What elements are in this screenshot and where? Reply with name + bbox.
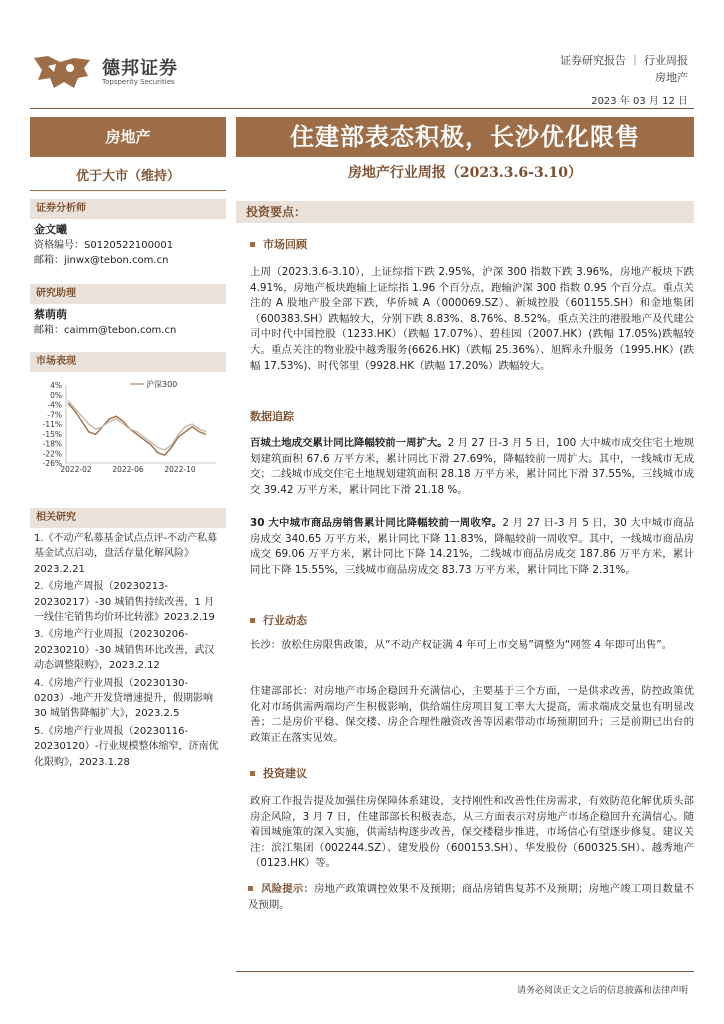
report-type: 证券研究报告 ｜ 行业周报 bbox=[560, 54, 688, 67]
legend-label-hs300: 沪深300 bbox=[146, 380, 178, 389]
data-tracking-p1 bbox=[250, 436, 694, 498]
y-tick-label: -22% bbox=[42, 449, 62, 459]
y-tick-label: -11% bbox=[42, 420, 62, 429]
series-line-hs300 bbox=[68, 401, 206, 450]
advice-text: 政府工作报告提及加强住房保障体系建设，支持刚性和改善性住房需求，有效防范化解优质头部房企风险，3 月 7 日，住建部部长积极表态，从三方面表示对房地产市场企稳回升充满信心。随着国城施策的深入实施，供需结构逐步改善，保交楼稳步推进，市场信心有望逐步修复。建议关注：滨江集团（002244.SZ）、建发股份（600153.SH）、华发股份（600325.SH）、越秀地产（0123.HK）等。 bbox=[250, 795, 694, 870]
analyst-cert: 资格编号：S0120522100001 bbox=[34, 240, 174, 251]
risk-label: 风险提示： bbox=[261, 883, 314, 895]
header-divider bbox=[30, 108, 694, 109]
series-line-sector bbox=[68, 403, 206, 455]
related-item[interactable]: 2.《房地产周报（20230213-20230217）-30 城销售持续改善，1 月一线住宅销售均价环比转涨》2023.2.19 bbox=[34, 581, 215, 624]
report-date: 2023 年 03 月 12 日 bbox=[591, 96, 688, 107]
rating: 优于大市（维持） bbox=[75, 169, 180, 184]
x-tick-label: 2022-06 bbox=[112, 465, 144, 474]
bullet-square-icon bbox=[248, 886, 253, 891]
related-heading: 相关研究 bbox=[30, 508, 226, 528]
section-advice: 投资建议 bbox=[250, 765, 307, 781]
related-list bbox=[34, 531, 222, 770]
report-title: 住建部表态积极，长沙优化限售 bbox=[236, 117, 694, 157]
logo-bull-icon bbox=[30, 52, 94, 92]
header-meta bbox=[560, 52, 688, 86]
data-tracking-p2-body: 2 月 27 日-3 月 5 日，30 大中城市商品房成交 340.65 万平方米，累计同比下降 11.83%，降幅较前一周收窄。其中，一线城市商品房成交 69.06 万平方米，累计同比下降 14.21%，二线城市商品房成交 187.86 万平方米，累计同比下降 15.55%，三线城市商品房成交 83.73 万平方米，累计同比下降 2.31%。 bbox=[250, 517, 694, 576]
x-tick-label: 2022-10 bbox=[164, 465, 196, 474]
assistant-name: 蔡萌萌 bbox=[34, 308, 67, 321]
analyst-heading: 证券分析师 bbox=[30, 199, 226, 219]
assistant-heading: 研究助理 bbox=[30, 284, 226, 304]
bullet-square-icon bbox=[250, 771, 255, 776]
bullet-square-icon bbox=[250, 242, 255, 247]
y-tick-label: -18% bbox=[42, 439, 62, 449]
data-tracking-p2-lead: 30 大中城市商品房销售累计同比降幅较前一周收窄。 bbox=[250, 517, 503, 529]
y-tick-label: -7% bbox=[47, 410, 62, 420]
x-tick-label: 2022-02 bbox=[60, 465, 92, 474]
analyst-info bbox=[34, 222, 173, 268]
industry-p2: 住建部部长：对房地产市场企稳回升充满信心，主要基于三个方面，一是供求改善，防控政策优化对市场供需两端均产生积极影响，供给端住房项目复工率大大提高，需求端成交量也有明显改善；二是房价平稳、保交楼、房企合理性融资改善等因素带动市场预期回升；三是前期已出台的政策正在落实见效。 bbox=[250, 685, 694, 744]
report-subtitle: 房地产行业周报（2023.3.6-3.10） bbox=[347, 165, 583, 181]
company-logo bbox=[30, 52, 200, 92]
section-market-review: 市场回顾 bbox=[250, 236, 307, 252]
related-item[interactable]: 1.《不动产私募基金试点点评-不动产私募基金试点启动，盘活存量化解风险》2023.2.21 bbox=[34, 533, 218, 575]
rating-divider bbox=[30, 190, 226, 191]
keypoints-heading: 投资要点： bbox=[236, 201, 694, 223]
footer-disclaimer[interactable]: 请务必阅读正文之后的信息披露和法律声明 bbox=[516, 986, 688, 996]
market-performance-chart bbox=[30, 375, 226, 475]
bullet-square-icon bbox=[250, 618, 255, 623]
logo-name-cn: 德邦证券 bbox=[102, 58, 178, 79]
analyst-name: 金文曦 bbox=[34, 223, 67, 236]
data-tracking-p2 bbox=[250, 516, 694, 578]
market-review-text: 上周（2023.3.6-3.10），上证综指下跌 2.95%，沪深 300 指数下跌 3.96%，房地产板块下跌 4.91%，房地产板块跑输上证综指 1.96 个百分点，跑输沪深 300 指数 0.95 个百分点。重点关注的 A 股地产股全部下跌，华侨城 A（000069.SZ）、新城控股（601155.SH）和金地集团（600383.SH）跌幅较大，分别下跌 8.83%、8.76%、8.52%。重点关注的港股地产及代建公司中时代中国控股（1233.HK）（跌幅 17.07%）、碧桂园（2007.HK）(跌幅 17.05%)跌幅较大。重点关注的物业股中越秀服务(6626.HK)（跌幅 25.36%）、旭辉永升服务（1995.HK）(跌幅 17.53%)、时代邻里（9928.HK（跌幅 17.20%）跌幅较大。 bbox=[250, 266, 694, 372]
y-tick-label: 4% bbox=[50, 381, 62, 390]
risk-note bbox=[248, 882, 694, 913]
section-industry: 行业动态 bbox=[250, 612, 307, 628]
footer-divider bbox=[236, 971, 694, 972]
sector-label: 房地产 bbox=[30, 117, 226, 157]
market-heading: 市场表现 bbox=[30, 352, 226, 372]
header-sector: 房地产 bbox=[655, 71, 688, 84]
assistant-email[interactable]: 邮箱：caimm@tebon.com.cn bbox=[34, 325, 177, 336]
analyst-email[interactable]: 邮箱：jinwx@tebon.com.cn bbox=[34, 255, 169, 266]
y-tick-label: -4% bbox=[47, 400, 62, 410]
data-tracking-p1-body: 2 月 27 日-3 月 5 日，100 大中城市成交住宅土地规划建筑面积 67.6 万平方米，累计同比下滑 27.69%，降幅较前一周扩大。其中，一线城市无成交；二线城市成交住宅土地规划建筑面积 28.18 万平方米，累计同比下滑 37.55%，三线城市成交 39.42 万平方米，累计同比下滑 21.18 %。 bbox=[250, 437, 694, 496]
y-tick-label: -26% bbox=[42, 459, 62, 468]
related-item[interactable]: 4.《房地产行业周报（20230130-0203）-地产开发贷增速提升，假期影响 30 城销售降幅扩大》，2023.2.5 bbox=[34, 677, 214, 720]
data-tracking-p1-lead: 百城土地成交累计同比降幅较前一周扩大。 bbox=[250, 437, 448, 449]
y-tick-label: -15% bbox=[42, 429, 62, 439]
industry-p1: 长沙：放松住房限售政策，从“不动产权证满 4 年可上市交易”调整为“网签 4 年即可出售”。 bbox=[250, 639, 673, 651]
logo-name-en: Topsperity Securities bbox=[102, 78, 175, 86]
y-tick-label: 0% bbox=[50, 390, 62, 400]
related-item[interactable]: 5.《房地产行业周报（20230116-20230120）-行业规模整体缩窄，济南优化限购》，2023.1.28 bbox=[34, 725, 219, 768]
risk-text: 房地产政策调控效果不及预期；商品房销售复苏不及预期；房地产竣工项目数量不及预期。 bbox=[248, 883, 695, 911]
section-data-tracking: 数据追踪 bbox=[250, 410, 294, 423]
related-item[interactable]: 3.《房地产行业周报（20230206-20230210）-30 城销售环比改善，武汉动态调整限购》，2023.2.12 bbox=[34, 629, 215, 672]
assistant-info bbox=[34, 307, 176, 338]
